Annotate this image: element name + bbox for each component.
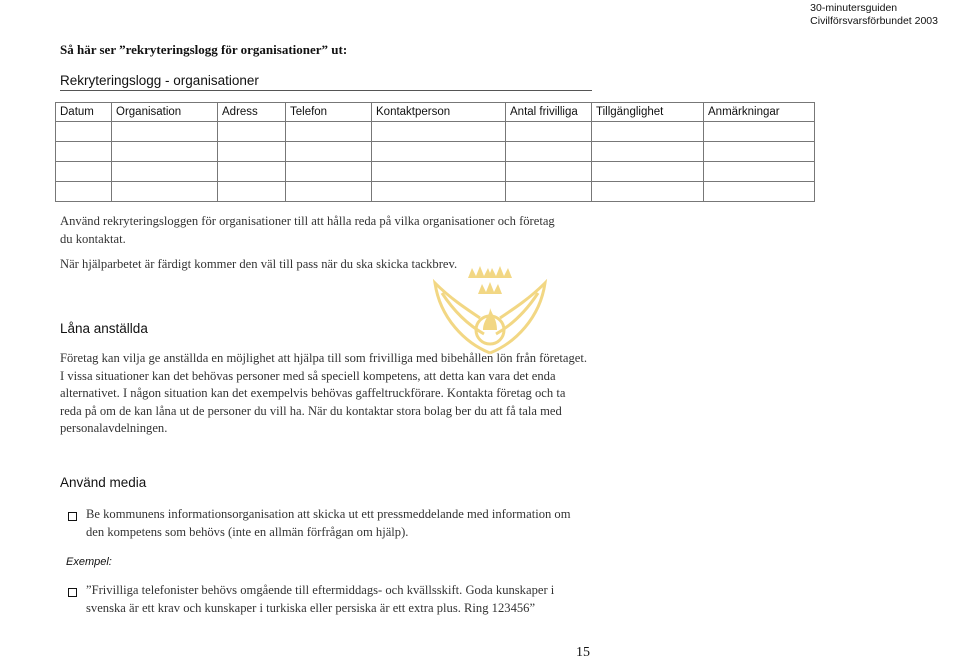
bullet-line: ”Frivilliga telefonister behövs omgående till eftermiddags- och kvällsskift. Goda kunskaper i <box>86 583 555 597</box>
lana-line: personalavdelningen. <box>60 421 168 435</box>
thanks-paragraph: När hjälparbetet är färdigt kommer den väl till pass när du ska skicka tackbrev. <box>60 257 458 271</box>
checkbox-bullet-icon <box>68 512 77 521</box>
column-header: Kontaktperson <box>372 103 506 122</box>
table-header-row <box>56 103 815 122</box>
section-heading-lana-anstallda: Låna anställda <box>60 321 148 336</box>
lana-paragraph <box>60 350 587 438</box>
media-bullet-text <box>86 506 571 541</box>
column-header: Adress <box>218 103 286 122</box>
page-number: 15 <box>576 645 590 660</box>
checkbox-bullet-icon <box>68 588 77 597</box>
example-bullet-text <box>86 582 554 617</box>
usage-line: du kontaktat. <box>60 231 126 246</box>
lana-line: reda på om de kan låna ut de personer du vill ha. När du kontaktar stora bolag ber du att få tala med <box>60 403 562 418</box>
column-header: Tillgänglighet <box>592 103 704 122</box>
header-guide-name: 30-minutersguiden <box>810 2 898 14</box>
column-header: Organisation <box>112 103 218 122</box>
lana-line: Företag kan vilja ge anställda en möjlighet att hjälpa till som frivilliga med bibehållen lön från företaget. <box>60 351 588 365</box>
intro-heading: Så här ser ”rekryteringslogg för organisationer” ut: <box>60 42 348 57</box>
section-heading-anvand-media: Använd media <box>60 475 147 490</box>
bullet-line: svenska är ett krav och kunskaper i turkiska eller persiska är ett extra plus. Ring 123456” <box>86 600 536 615</box>
lana-line: I vissa situationer kan det behövas personer med så speciell kompetens, att detta kan vara det enda <box>60 368 556 383</box>
log-title: Rekryteringslogg - organisationer <box>60 73 592 91</box>
page-header <box>810 2 938 28</box>
column-header: Telefon <box>286 103 372 122</box>
usage-paragraph <box>60 213 555 248</box>
column-header: Datum <box>56 103 112 122</box>
recruitment-log-table <box>55 102 815 202</box>
column-header: Anmärkningar <box>704 103 815 122</box>
header-organization: Civilförsvarsförbundet 2003 <box>810 15 938 27</box>
table-row <box>56 122 815 142</box>
table-row <box>56 182 815 202</box>
table-row <box>56 162 815 182</box>
column-header: Antal frivilliga <box>506 103 592 122</box>
bullet-line: Be kommunens informationsorganisation att skicka ut ett pressmeddelande med information om <box>86 507 571 521</box>
bullet-line: den kompetens som behövs (inte en allmän förfrågan om hjälp). <box>86 524 409 539</box>
lana-line: alternativet. I någon situation kan det exempelvis behövas gaffeltruckförare. Kontakta företag och ta <box>60 386 566 400</box>
example-label: Exempel: <box>66 556 112 568</box>
usage-line: Använd rekryteringsloggen för organisationer till att hålla reda på vilka organisationer och företag <box>60 214 555 228</box>
table-row <box>56 142 815 162</box>
